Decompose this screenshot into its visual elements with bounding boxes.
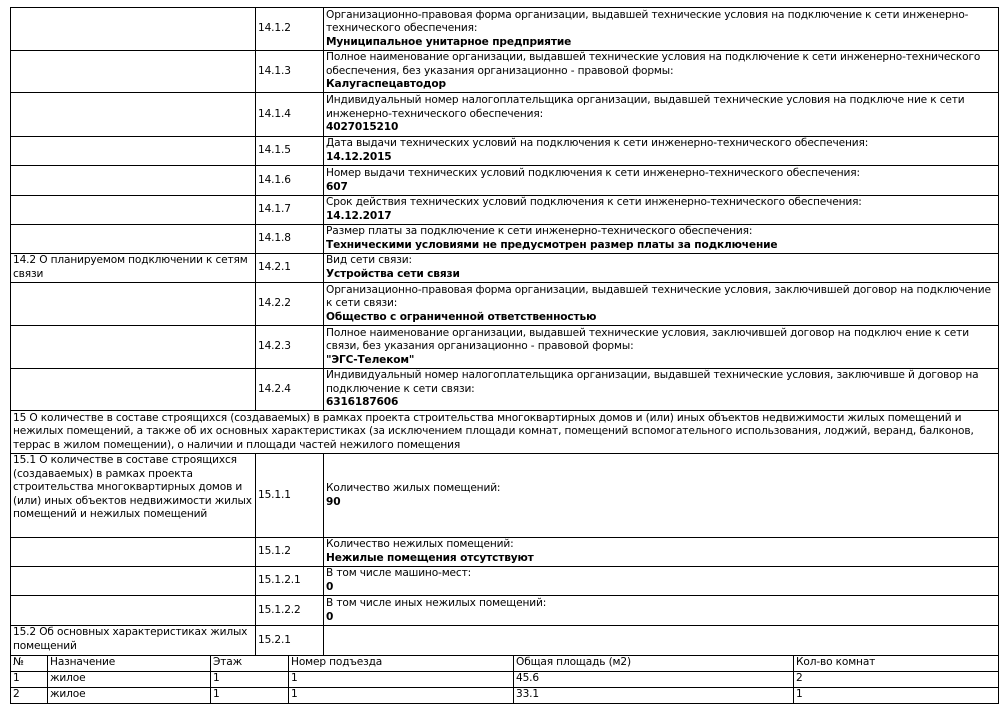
item-code: 14.2.4 [256,369,324,411]
table-row [11,225,999,254]
item-label: Индивидуальный номер налогоплательщика организации, выдавшей технические условия на подключе ние к сети инженерно-технического обеспечения: [326,94,965,120]
table-row [11,8,999,51]
item-code: 15.1.2.1 [256,567,324,596]
item-label: Количество жилых помещений: [326,481,501,494]
unit-cell: 1 [11,672,48,688]
unit-cell: жилое [48,672,211,688]
developer-declaration-table [10,7,999,656]
section-title [11,225,256,254]
item-content [324,93,999,137]
table-row [11,93,999,137]
item-value: 14.12.2017 [326,210,392,222]
item-label: Номер выдачи технических условий подключения к сети инженерно-технического обеспечения: [326,166,860,179]
item-value: 607 [326,180,348,193]
unit-cell: 1 [794,688,999,704]
table-row [11,283,999,326]
item-content [324,8,999,51]
unit-cell: 45.6 [514,672,794,688]
item-value: Устройства сети связи [326,268,460,280]
table-row [11,196,999,225]
units-header-row [11,656,999,672]
section-title [11,51,256,93]
column-header: Номер подъезда [289,656,514,672]
item-value: Техническими условиями не предусмотрен размер платы за подключение [326,239,778,251]
section-title [11,326,256,369]
item-content [324,326,999,369]
item-code: 15.1.1 [256,454,324,538]
item-label: Срок действия технических условий подключения к сети инженерно-технического обеспечения: [326,196,862,209]
section-title: 14.2 О планируемом подключении к сетям связи [11,254,256,283]
item-content [324,454,999,538]
unit-cell: 2 [11,688,48,704]
item-label: Индивидуальный номер налогоплательщика организации, выдавшей технические условия, заключивше й договор на подключение к сети связи: [326,369,979,395]
item-label: Вид сети связи: [326,254,412,267]
unit-cell: 1 [289,688,514,704]
residential-units-table [10,655,999,704]
item-value: 4027015210 [326,121,399,134]
item-content [324,51,999,93]
section-title [11,596,256,626]
item-value: 6316187606 [326,396,399,409]
unit-cell: 1 [211,672,289,688]
item-code: 15.2.1 [256,626,324,656]
section-15-row [11,411,999,454]
item-value: Общество с ограниченной ответственностью [326,310,597,323]
item-value: Калугаспецавтодор [326,78,446,91]
section-title [11,137,256,166]
item-value: Муниципальное унитарное предприятие [326,35,572,48]
unit-cell: 2 [794,672,999,688]
item-content [324,137,999,166]
section-title [11,567,256,596]
section-title [11,283,256,326]
section-title [11,538,256,567]
section-title [11,93,256,137]
item-content [324,596,999,626]
item-content [324,538,999,567]
section-title [11,8,256,51]
item-label: В том числе иных нежилых помещений: [326,596,547,609]
item-label: Размер платы за подключение к сети инженерно-технического обеспечения: [326,225,753,238]
unit-row [11,688,999,704]
item-content [324,626,999,656]
item-label: Организационно-правовая форма организации, выдавшей технические условия, заключившей договор на подключение к сети связи: [326,283,991,310]
item-code: 14.1.5 [256,137,324,166]
section-title: 15.1 О количестве в составе строящихся (создаваемых) в рамках проекта строительства многоквартирных домов и (или) иных объектов недвижимости жилых помещений и нежилых помещений [11,454,256,538]
table-row [11,254,999,283]
item-code: 14.1.2 [256,8,324,51]
item-code: 14.1.3 [256,51,324,93]
item-value: 90 [326,495,341,508]
column-header: Кол-во комнат [794,656,999,672]
table-row [11,626,999,656]
section-title [11,166,256,196]
table-row [11,166,999,196]
item-content [324,369,999,411]
unit-cell: 33.1 [514,688,794,704]
item-code: 14.1.7 [256,196,324,225]
item-value: 0 [326,610,334,623]
item-content [324,283,999,326]
table-row [11,596,999,626]
item-value: "ЭГС-Телеком" [326,353,415,366]
unit-cell: жилое [48,688,211,704]
item-label: Количество нежилых помещений: [326,538,514,551]
section-title [11,369,256,411]
item-code: 14.2.1 [256,254,324,283]
column-header: Общая площадь (м2) [514,656,794,672]
unit-cell: 1 [289,672,514,688]
item-label: Организационно-правовая форма организации, выдавшей технические условия на подключение к сети инженерно-технического обеспечения: [326,8,969,35]
item-code: 15.1.2.2 [256,596,324,626]
column-header: Этаж [211,656,289,672]
table-row [11,51,999,93]
item-label: Полное наименование организации, выдавшей технические условия на подключение к сети инженерно-технического обеспечения, без указания организационно - правовой формы: [326,51,981,77]
item-label: В том числе машино-мест: [326,567,472,580]
item-code: 14.2.3 [256,326,324,369]
item-content [324,567,999,596]
unit-cell: 1 [211,688,289,704]
table-row [11,369,999,411]
item-content [324,225,999,254]
item-content [324,254,999,283]
item-content [324,196,999,225]
item-code: 14.1.4 [256,93,324,137]
table-row [11,567,999,596]
item-value: 14.12.2015 [326,151,392,163]
item-code: 14.1.6 [256,166,324,196]
section-15-title: 15 О количестве в составе строящихся (создаваемых) в рамках проекта строительства многоквартирных домов и (или) иных объектов недвижимости жилых помещений и нежилых помещений, а также об их основных характеристиках (за исключением площади комнат, помещений вспомогательного использования, лоджий, веранд, балконов, террас в жилом помещении), о наличии и площади частей нежилого помещения [11,411,999,454]
table-row [11,137,999,166]
unit-row [11,672,999,688]
item-content [324,166,999,196]
table-row [11,538,999,567]
item-label: Полное наименование организации, выдавшей технические условия, заключившей договор на подключ ение к сети связи, без указания организационно - правовой формы: [326,326,969,353]
column-header: № [11,656,48,672]
item-code: 15.1.2 [256,538,324,567]
section-title [11,196,256,225]
item-label: Дата выдачи технических условий на подключения к сети инженерно-технического обеспечения: [326,137,869,150]
column-header: Назначение [48,656,211,672]
item-value: 0 [326,581,334,593]
item-value: Нежилые помещения отсутствуют [326,552,534,564]
item-code: 14.2.2 [256,283,324,326]
table-row [11,326,999,369]
item-code: 14.1.8 [256,225,324,254]
table-row [11,454,999,538]
section-title: 15.2 Об основных характеристиках жилых помещений [11,626,256,656]
